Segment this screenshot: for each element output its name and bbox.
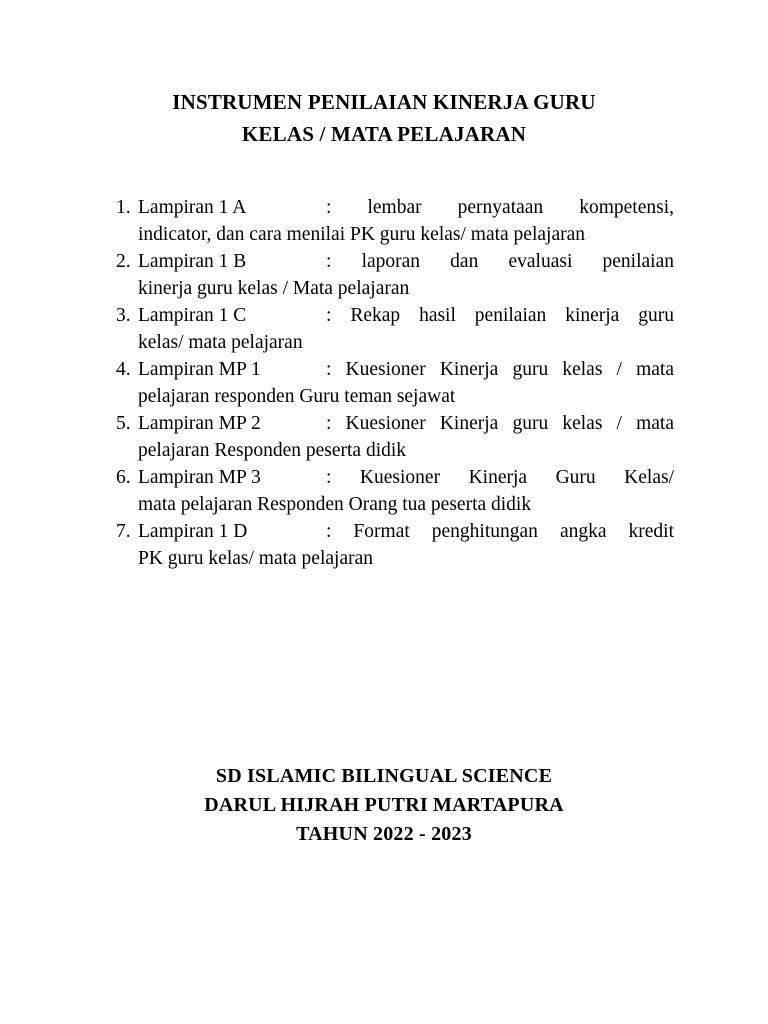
item-number: 6. bbox=[116, 467, 131, 488]
list-item bbox=[110, 464, 674, 518]
item-description-continued: pelajaran responden Guru teman sejawat bbox=[138, 386, 456, 407]
item-description: : Kuesioner Kinerja Guru Kelas/ bbox=[326, 467, 674, 488]
item-lampiran: Lampiran MP 3 bbox=[138, 467, 261, 488]
title-line-1: INSTRUMEN PENILAIAN KINERJA GURU bbox=[172, 90, 596, 114]
title-line-2: KELAS / MATA PELAJARAN bbox=[241, 122, 527, 146]
list-item bbox=[110, 302, 674, 356]
document-title bbox=[0, 86, 768, 150]
list-item bbox=[110, 356, 674, 410]
item-lampiran: Lampiran 1 A bbox=[138, 197, 247, 218]
item-lampiran: Lampiran 1 D bbox=[138, 521, 248, 542]
item-description-continued: PK guru kelas/ mata pelajaran bbox=[138, 548, 373, 569]
item-description-continued: kelas/ mata pelajaran bbox=[138, 332, 303, 353]
lampiran-list bbox=[110, 194, 674, 572]
school-footer bbox=[0, 762, 768, 849]
item-lampiran: Lampiran 1 C bbox=[138, 305, 247, 326]
item-number: 4. bbox=[116, 359, 131, 380]
item-description-continued: pelajaran Responden peserta didik bbox=[138, 440, 407, 461]
item-description: : Kuesioner Kinerja guru kelas / mata bbox=[326, 413, 674, 434]
item-lampiran: Lampiran 1 B bbox=[138, 251, 247, 272]
item-description: : Rekap hasil penilaian kinerja guru bbox=[326, 305, 674, 326]
item-number: 2. bbox=[116, 251, 131, 272]
list-item bbox=[110, 518, 674, 572]
school-name-line-2: DARUL HIJRAH PUTRI MARTAPURA bbox=[204, 794, 564, 816]
list-item bbox=[110, 194, 674, 248]
item-number: 1. bbox=[116, 197, 131, 218]
list-item bbox=[110, 248, 674, 302]
item-description: : lembar pernyataan kompetensi, bbox=[326, 197, 674, 218]
item-description: : Kuesioner Kinerja guru kelas / mata bbox=[326, 359, 674, 380]
item-number: 7. bbox=[116, 521, 131, 542]
school-name-line-1: SD ISLAMIC BILINGUAL SCIENCE bbox=[215, 765, 553, 787]
item-number: 5. bbox=[116, 413, 131, 434]
academic-year: TAHUN 2022 - 2023 bbox=[296, 823, 472, 845]
item-number: 3. bbox=[116, 305, 131, 326]
item-description: : laporan dan evaluasi penilaian bbox=[326, 251, 674, 272]
item-description-continued: mata pelajaran Responden Orang tua peserta didik bbox=[138, 494, 532, 515]
item-description-continued: kinerja guru kelas / Mata pelajaran bbox=[138, 278, 410, 299]
item-description: : Format penghitungan angka kredit bbox=[326, 521, 674, 542]
item-lampiran: Lampiran MP 1 bbox=[138, 359, 261, 380]
item-description-continued: indicator, dan cara menilai PK guru kelas/ mata pelajaran bbox=[138, 224, 585, 245]
list-item bbox=[110, 410, 674, 464]
item-lampiran: Lampiran MP 2 bbox=[138, 413, 261, 434]
